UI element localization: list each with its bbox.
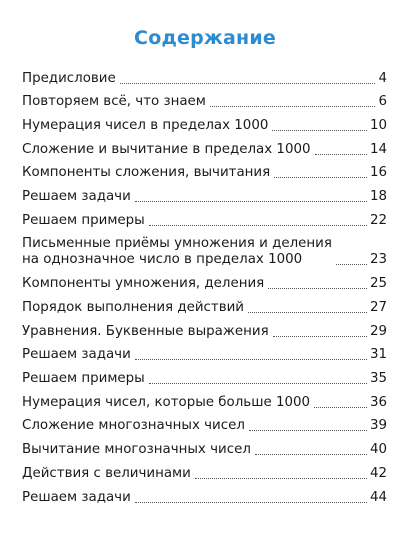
toc-entry-page: 27 (369, 300, 387, 315)
dot-leader (210, 105, 375, 107)
toc-entry-page: 16 (369, 165, 387, 181)
toc-entry-title: Нумерация чисел в пределах 1000 (22, 117, 269, 133)
dot-leader (149, 224, 367, 226)
dot-leader (120, 82, 375, 84)
toc-entry-title: Сложение и вычитание в пределах 1000 (22, 141, 311, 157)
toc-entry[interactable] (22, 161, 387, 182)
toc-entry-page: 22 (369, 212, 387, 228)
toc-entry-title: Решаем примеры (22, 371, 145, 387)
toc-entry-page: 35 (369, 371, 387, 387)
toc-entry-title: Решаем задачи (22, 347, 131, 363)
toc-entry[interactable] (22, 208, 387, 229)
dot-leader (149, 382, 367, 384)
dot-leader (274, 176, 367, 178)
table-of-contents (22, 66, 387, 509)
dot-leader (135, 358, 367, 360)
toc-entry-title: Компоненты сложения, вычитания (22, 165, 271, 181)
toc-entry[interactable] (22, 90, 387, 111)
toc-entry[interactable] (22, 184, 387, 205)
toc-entry-title: Порядок выполнения действий (22, 300, 245, 315)
toc-entry-page: 18 (369, 188, 387, 204)
toc-entry[interactable] (22, 113, 387, 134)
toc-entry[interactable] (22, 232, 387, 268)
toc-entry-page: 39 (369, 418, 387, 434)
dot-leader (195, 477, 367, 479)
dot-leader (135, 200, 367, 202)
dot-leader (255, 453, 367, 455)
dot-leader (268, 287, 367, 289)
dot-leader (249, 429, 367, 431)
dot-leader (135, 501, 367, 503)
toc-entry[interactable] (22, 296, 387, 317)
toc-entry-page: 36 (369, 394, 387, 410)
toc-entry[interactable] (22, 319, 387, 340)
toc-entry-title: Предисловие (22, 70, 116, 86)
dot-leader (315, 153, 367, 155)
toc-entry-title: Решаем примеры (22, 212, 145, 228)
toc-entry-title: Повторяем всё, что знаем (22, 94, 206, 110)
toc-entry[interactable] (22, 414, 387, 435)
toc-entry-page: 14 (369, 141, 387, 157)
toc-entry-page: 10 (369, 117, 387, 133)
toc-entry-page: 44 (369, 489, 387, 505)
toc-entry[interactable] (22, 461, 387, 482)
toc-entry-title: Нумерация чисел, которые больше 1000 (22, 394, 311, 410)
toc-entry-page: 23 (369, 251, 387, 267)
toc-entry-page: 4 (378, 70, 387, 86)
toc-entry-page: 31 (369, 347, 387, 363)
dot-leader (336, 263, 367, 265)
toc-entry-title: Письменные приёмы умножения и деления на однозначное число в пределах 1000 (22, 235, 332, 267)
dot-leader (273, 335, 367, 337)
toc-entry-title: Решаем задачи (22, 489, 131, 505)
toc-entry-page: 40 (369, 442, 387, 458)
toc-entry-page: 25 (369, 276, 387, 292)
toc-entry-title: Решаем задачи (22, 188, 131, 204)
toc-entry[interactable] (22, 343, 387, 364)
page-title: Содержание (134, 27, 276, 49)
toc-entry-title: Компоненты умножения, деления (22, 276, 265, 292)
toc-entry[interactable] (22, 485, 387, 506)
toc-entry-title: Действия с величинами (22, 465, 191, 481)
toc-entry[interactable] (22, 137, 387, 158)
toc-entry-title: Уравнения. Буквенные выражения (22, 323, 269, 339)
toc-entry-title: Сложение многозначных чисел (22, 418, 245, 434)
toc-entry[interactable] (22, 390, 387, 411)
toc-entry-title: Вычитание многозначных чисел (22, 442, 251, 458)
toc-entry[interactable] (22, 438, 387, 459)
dot-leader (272, 129, 367, 131)
toc-entry[interactable] (22, 272, 387, 293)
toc-entry-page: 42 (369, 465, 387, 481)
toc-entry[interactable] (22, 66, 387, 87)
toc-entry[interactable] (22, 367, 387, 388)
toc-entry-page: 29 (369, 323, 387, 339)
toc-entry-page: 6 (378, 94, 387, 110)
dot-leader (248, 311, 367, 313)
dot-leader (314, 406, 367, 408)
